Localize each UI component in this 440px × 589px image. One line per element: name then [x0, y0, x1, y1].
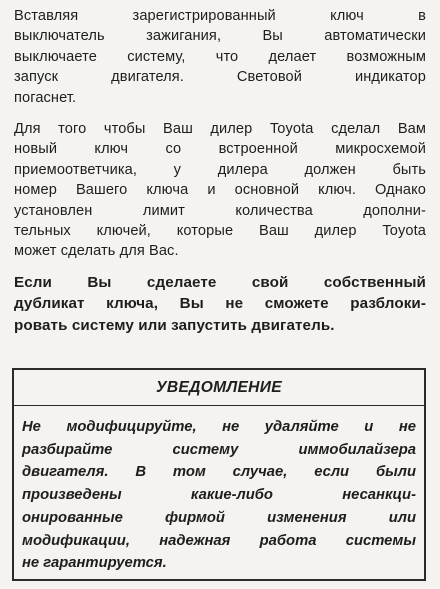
- text-line: Если Вы сделаете свой собственный: [14, 273, 426, 291]
- text-line: выключатель зажигания, Вы автоматически: [14, 28, 426, 45]
- text-line: приемоответчика, у дилера должен быть: [14, 161, 426, 178]
- notice-line: не гарантируется.: [22, 555, 167, 572]
- notice-line: онированные фирмой изменения или: [22, 509, 416, 526]
- text-line: Для того чтобы Ваш дилер Toyota сделал Вам: [14, 121, 426, 138]
- notice-line: произведены какие-либо несанкци-: [22, 487, 416, 504]
- notice-line: модификации, надежная работа системы: [22, 532, 416, 549]
- text-line: погаснет.: [14, 89, 77, 106]
- notice-title: УВЕДОМЛЕНИЕ: [14, 370, 424, 406]
- notice-line: разбирайте систему иммобилайзера: [22, 441, 416, 458]
- text-line: установлен лимит количества дополни-: [14, 202, 426, 219]
- paragraph-key-registration: [14, 6, 426, 108]
- notice-line: двигателя. В том случае, если были: [22, 464, 416, 481]
- notice-box: [12, 368, 426, 581]
- notice-line: Не модифицируйте, не удаляйте и не: [22, 419, 416, 435]
- text-line: выключаете систему, что делает возможным: [14, 48, 426, 65]
- text-line: Вставляя зарегистрированный ключ в: [14, 8, 426, 24]
- text-line: номер Вашего ключа и основной ключ. Однако: [14, 182, 426, 199]
- text-line: новый ключ со встроенной микросхемой: [14, 141, 426, 158]
- text-line: может сделать для Вас.: [14, 243, 179, 260]
- paragraph-duplicate-warning: [14, 272, 426, 337]
- text-line: запуск двигателя. Световой индикатор: [14, 69, 426, 86]
- notice-body: [14, 406, 424, 575]
- text-line: тельных ключей, которые Ваш дилер Toyota: [14, 223, 426, 240]
- text-line: дубликат ключа, Вы не сможете разблоки-: [14, 295, 426, 313]
- paragraph-dealer-key: [14, 119, 426, 262]
- text-line: ровать систему или запустить двигатель.: [14, 316, 335, 334]
